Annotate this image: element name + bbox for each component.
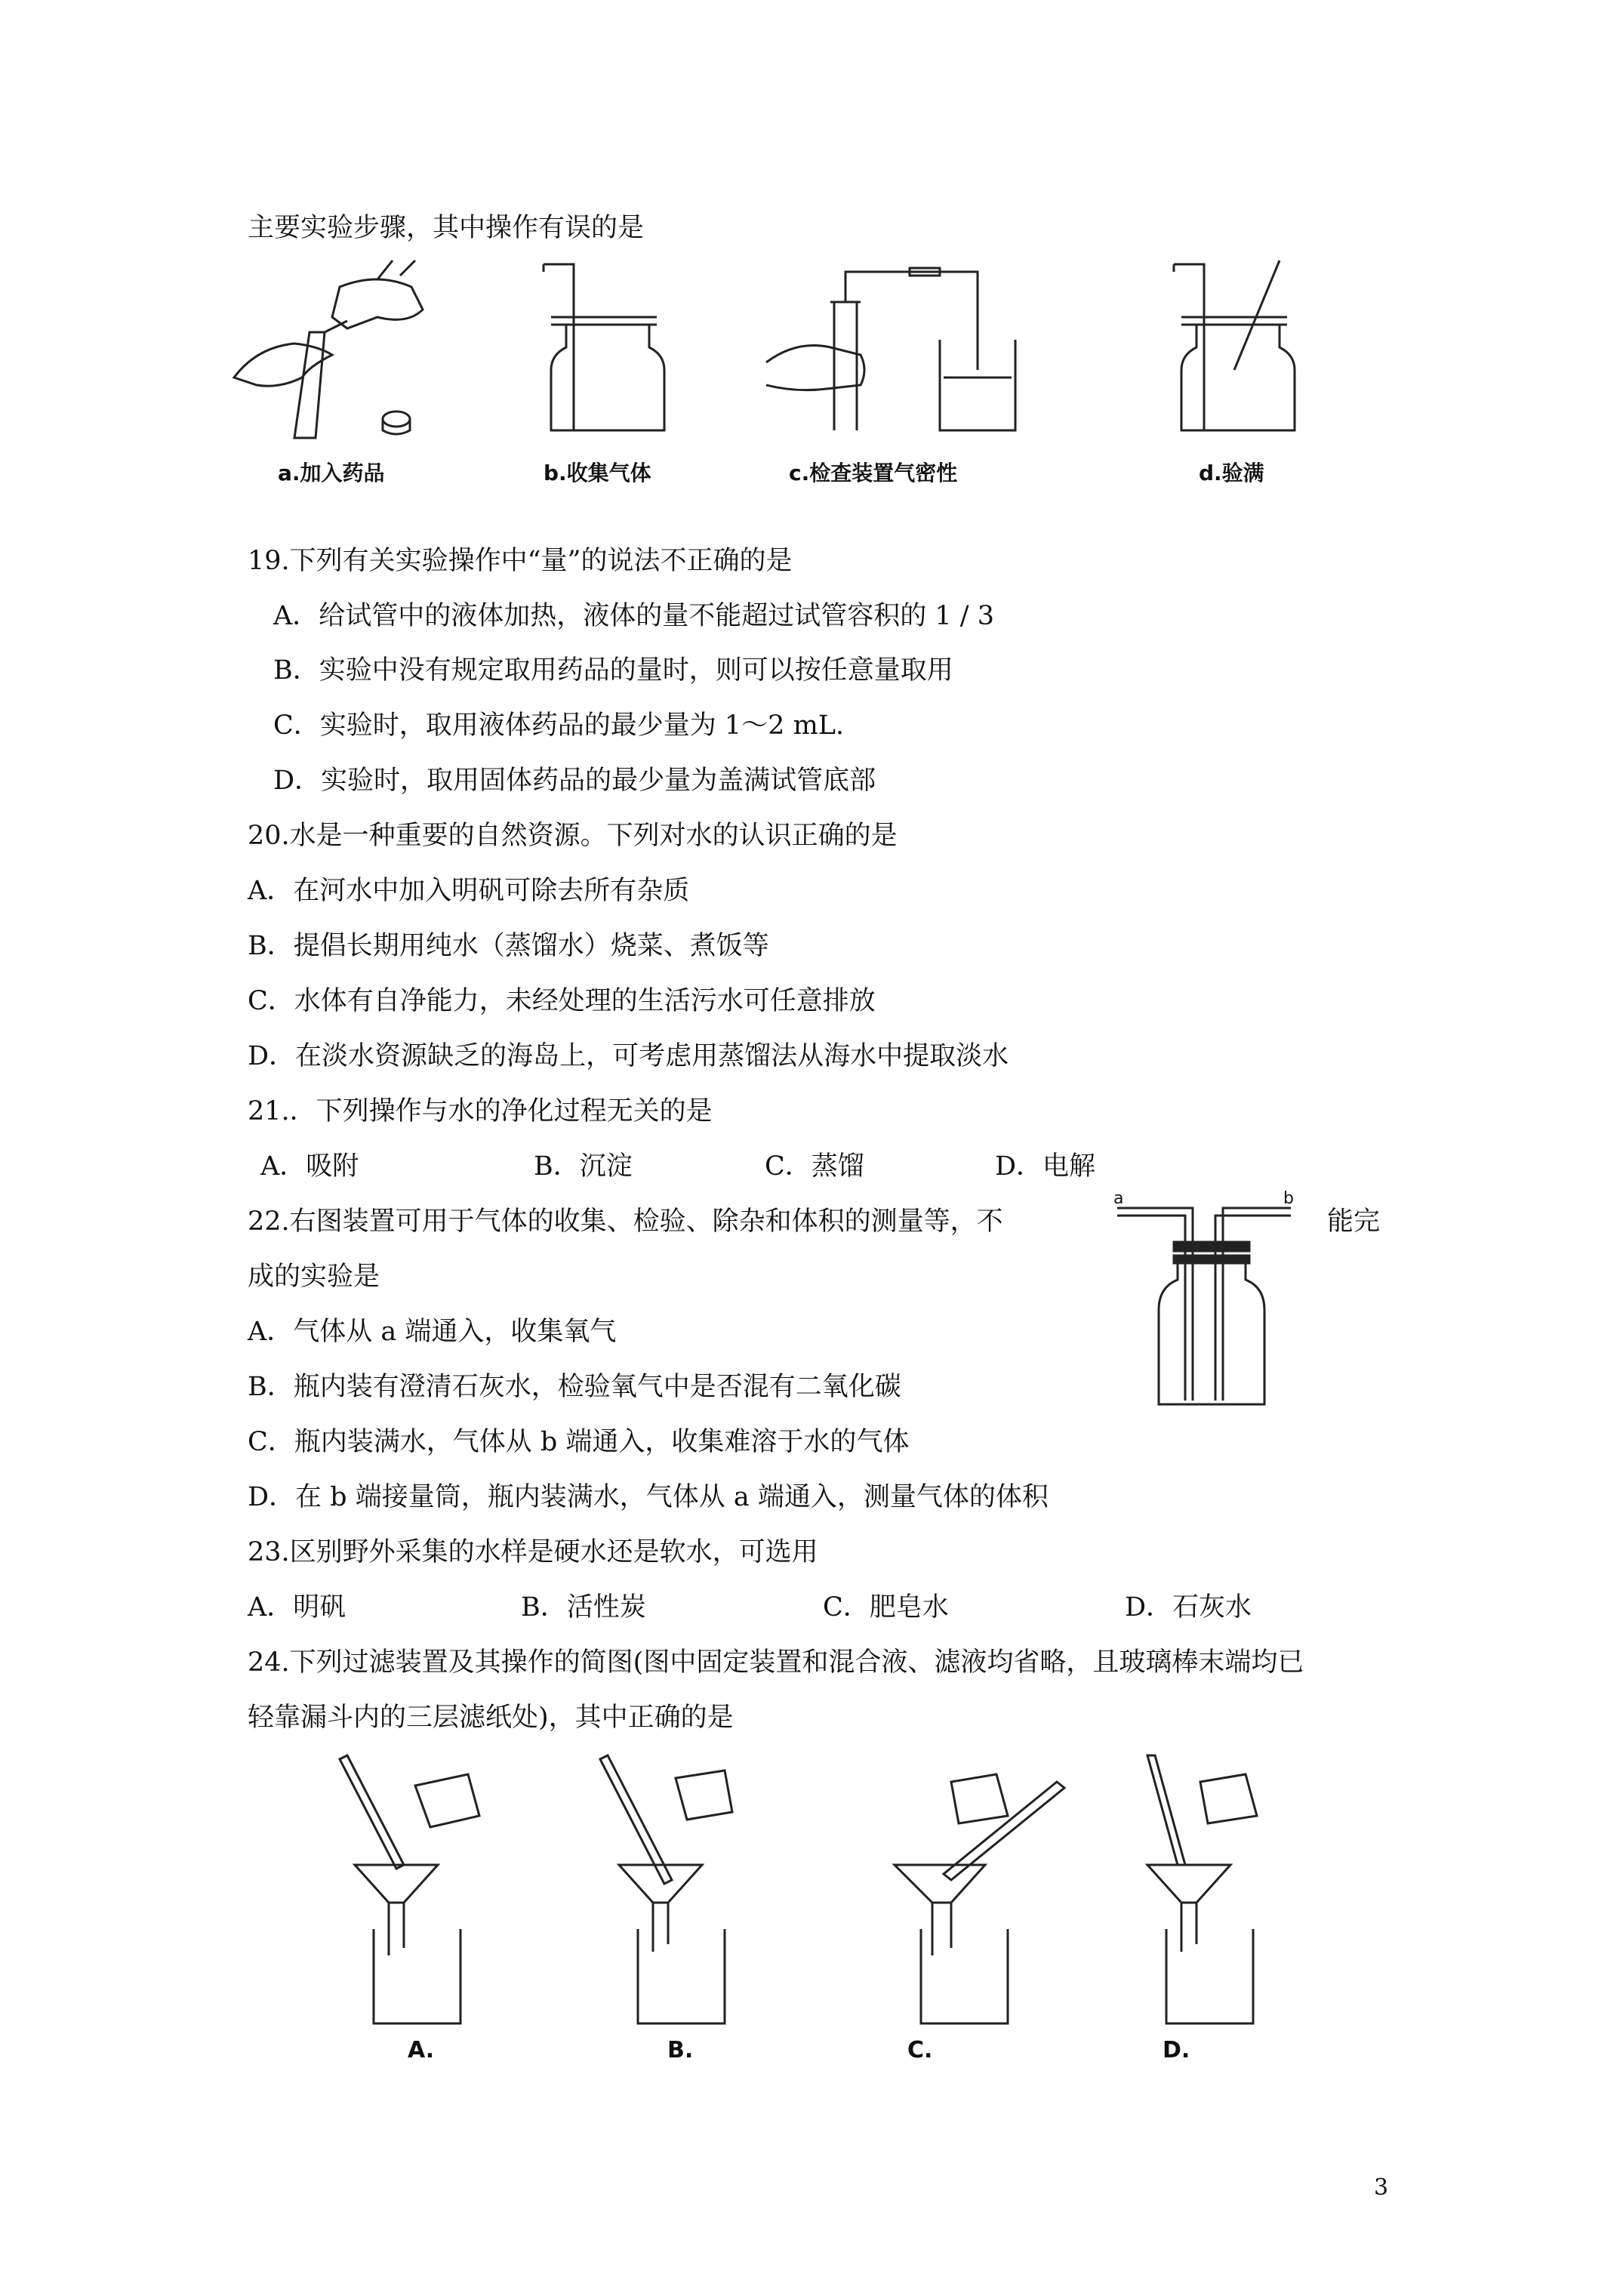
q24-stem-part1: 24.下列过滤装置及其操作的简图(图中固定装置和混合液、滤液均省略，且玻璃棒末端均已 bbox=[248, 1647, 1304, 1678]
caption-c: c.检查装置气密性 bbox=[789, 461, 958, 485]
q22-option-c: C．瓶内装满水，气体从 b 端通入，收集难溶于水的气体 bbox=[248, 1427, 910, 1457]
q19-option-d: D．实验时，取用固体药品的最少量为盖满试管底部 bbox=[273, 766, 876, 796]
q24-stem-part2: 轻靠漏斗内的三层滤纸处)，其中正确的是 bbox=[248, 1703, 734, 1733]
q21-stem: 21.．下列操作与水的净化过程无关的是 bbox=[248, 1096, 713, 1126]
page-number: 3 bbox=[1374, 2174, 1389, 2201]
filter-figure-d bbox=[1132, 1752, 1306, 2031]
q22-stem-part2: 能完 bbox=[1327, 1207, 1381, 1237]
q20-option-a: A．在河水中加入明矾可除去所有杂质 bbox=[248, 876, 690, 906]
q20-option-c: C．水体有自净能力，未经处理的生活污水可任意排放 bbox=[248, 986, 876, 1016]
figure-gas-bottle bbox=[1110, 1189, 1306, 1416]
q22-option-a: A．气体从 a 端通入，收集氧气 bbox=[248, 1317, 617, 1347]
q21-option-c: C．蒸馏 bbox=[765, 1151, 864, 1182]
filter-caption-a: A. bbox=[408, 2037, 435, 2063]
q21-option-b: B．沉淀 bbox=[534, 1151, 633, 1182]
figure-check-full bbox=[1166, 257, 1317, 445]
q23-option-b: B．活性炭 bbox=[521, 1592, 646, 1623]
q19-option-b: B．实验中没有规定取用药品的量时，则可以按任意量取用 bbox=[273, 655, 953, 686]
caption-a: a.加入药品 bbox=[278, 461, 385, 485]
filter-caption-d: D. bbox=[1163, 2037, 1190, 2063]
q21-option-d: D．电解 bbox=[995, 1151, 1096, 1182]
filter-figure-c bbox=[861, 1752, 1087, 2031]
caption-b: b.收集气体 bbox=[544, 461, 651, 485]
q20-option-b: B．提倡长期用纯水（蒸馏水）烧菜、煮饭等 bbox=[248, 931, 769, 961]
figure-check-airtightness bbox=[759, 257, 1030, 445]
q22-stem-part1: 22.右图装置可用于气体的收集、检验、除杂和体积的测量等，不 bbox=[248, 1207, 1003, 1237]
label-b: b bbox=[1283, 1189, 1294, 1208]
q22-option-b: B．瓶内装有澄清石灰水，检验氧气中是否混有二氧化碳 bbox=[248, 1372, 901, 1402]
q23-option-d: D．石灰水 bbox=[1125, 1592, 1252, 1623]
q20-stem: 20.水是一种重要的自然资源。下列对水的认识正确的是 bbox=[248, 821, 898, 851]
q19-stem: 19.下列有关实验操作中“量”的说法不正确的是 bbox=[248, 546, 793, 576]
q23-stem: 23.区别野外采集的水样是硬水还是软水，可选用 bbox=[248, 1537, 818, 1567]
filter-figure-b bbox=[596, 1752, 770, 2031]
filter-caption-b: B. bbox=[667, 2037, 694, 2063]
q23-option-a: A．明矾 bbox=[248, 1592, 346, 1623]
intro-text: 主要实验步骤，其中操作有误的是 bbox=[248, 213, 645, 243]
figure-collect-gas bbox=[528, 257, 679, 445]
q23-option-c: C．肥皂水 bbox=[823, 1592, 949, 1623]
figure-add-reagent bbox=[226, 257, 453, 445]
filter-figure-a bbox=[332, 1752, 506, 2031]
q21-option-a: A．吸附 bbox=[260, 1151, 359, 1182]
q22-option-d: D．在 b 端接量筒，瓶内装满水，气体从 a 端通入，测量气体的体积 bbox=[248, 1482, 1049, 1512]
label-a: a bbox=[1113, 1189, 1124, 1208]
caption-d: d.验满 bbox=[1199, 461, 1264, 485]
q20-option-d: D．在淡水资源缺乏的海岛上，可考虑用蒸馏法从海水中提取淡水 bbox=[248, 1041, 1009, 1071]
filter-caption-c: C. bbox=[907, 2037, 933, 2063]
q22-stem-part3: 成的实验是 bbox=[248, 1262, 380, 1292]
q19-option-c: C．实验时，取用液体药品的最少量为 1～2 mL. bbox=[273, 710, 845, 741]
q19-option-a: A．给试管中的液体加热，液体的量不能超过试管容积的 1 / 3 bbox=[273, 601, 994, 631]
